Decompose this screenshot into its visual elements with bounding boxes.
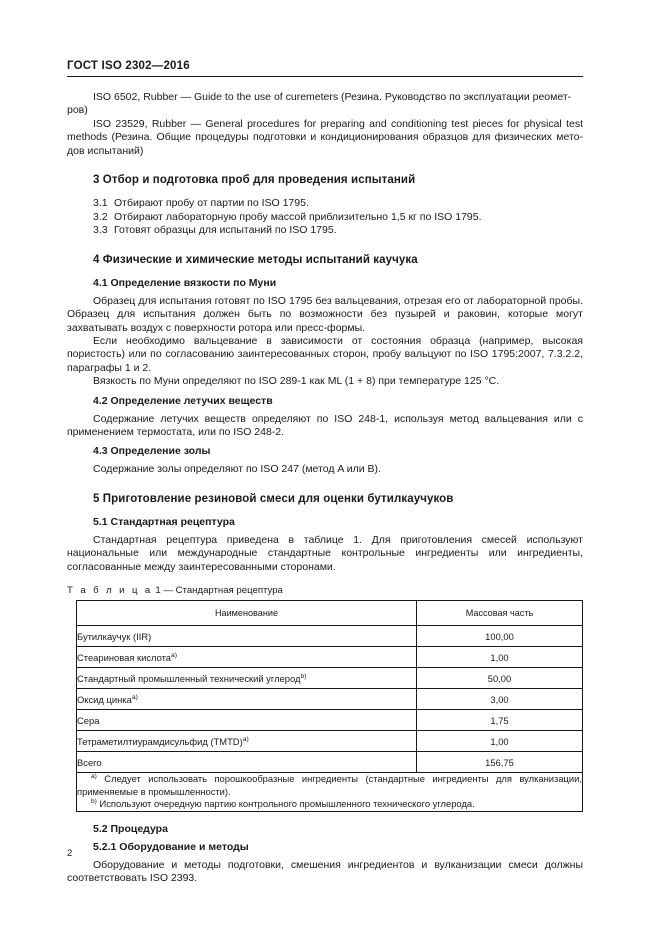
heading-clause-3: 3 Отбор и подготовка проб для проведения испытаний bbox=[93, 174, 416, 187]
footnote-b-text: Используют очередную партию контрольного промышленного технического углерода. bbox=[99, 798, 475, 810]
spacer bbox=[67, 812, 583, 823]
normative-ref-1: ISO 6502, Rubber — Guide to the use of curemeters (Резина. Руководство по эксплуатации реомет- bbox=[93, 91, 572, 103]
table-header-row bbox=[77, 601, 583, 626]
item-text: Отбирают лабораторную пробу массой приблизительно 1,5 кг по ISO 1795. bbox=[114, 210, 482, 223]
footnote-marker: a) bbox=[131, 693, 138, 701]
column-header-name: Наименование bbox=[77, 601, 417, 626]
running-head-rule bbox=[67, 76, 583, 77]
table-standard-formulation bbox=[76, 600, 583, 812]
clause-4-1-para-1: Образец для испытания готовят по ISO 1795 без вальцевания, отрезая его от лабораторной пробы. Образец для испытания должен быть по возможности без пузырей и раковин, которые могут захватывать воздух с поверхности ротора или пресс-формы. bbox=[67, 294, 583, 334]
spacer bbox=[67, 574, 583, 585]
cell-mass-part: 100,00 bbox=[417, 626, 583, 647]
cell-ingredient-name bbox=[77, 626, 417, 647]
ingredient-label: Тетраметилтиурамдисульфид (TMTD) bbox=[77, 735, 243, 747]
spacer bbox=[67, 266, 583, 277]
footnote-marker-a: a) bbox=[91, 772, 97, 780]
table-footnotes-row bbox=[77, 773, 583, 812]
cell-mass-part: 1,75 bbox=[417, 710, 583, 731]
column-header-mass-part: Массовая часть bbox=[417, 601, 583, 626]
spacer bbox=[67, 505, 583, 516]
table-row bbox=[77, 626, 583, 647]
cell-ingredient-name bbox=[77, 689, 417, 710]
ingredient-label: Сера bbox=[77, 714, 100, 726]
list-item bbox=[67, 197, 583, 211]
running-head: ГОСТ ISO 2302—2016 bbox=[67, 60, 190, 72]
footnote-marker: b) bbox=[300, 672, 307, 680]
heading-clause-4-2: 4.2 Определение летучих веществ bbox=[93, 394, 273, 407]
heading-clause-4-1: 4.1 Определение вязкости по Муни bbox=[93, 276, 277, 289]
table-row bbox=[77, 668, 583, 689]
heading-clause-5: 5 Приготовление резиновой смеси для оценки бутилкаучуков bbox=[93, 492, 454, 505]
ingredient-label: Бутилкаучук (IIR) bbox=[77, 630, 152, 642]
item-number: 3.3 bbox=[93, 224, 108, 237]
cell-ingredient-name bbox=[77, 731, 417, 752]
clause-5-1-para-1: Стандартная рецептура приведена в таблице 1. Для приготовления смесей используют национальные или международные стандартные контрольные ингредиенты или ингредиенты, согласованные между заинтересованными сторонами. bbox=[67, 533, 583, 573]
footnote-marker: a) bbox=[171, 651, 178, 659]
cell-ingredient-name bbox=[77, 752, 417, 773]
cell-mass-part: 1,00 bbox=[417, 647, 583, 668]
ingredient-label: Стандартный промышленный технический углерод bbox=[77, 672, 301, 684]
item-text: Отбирают пробу от партии по ISO 1795. bbox=[114, 197, 309, 210]
cell-ingredient-name bbox=[77, 710, 417, 731]
cell-mass-part: 50,00 bbox=[417, 668, 583, 689]
table-row bbox=[77, 731, 583, 752]
heading-clause-4: 4 Физические и химические методы испытаний каучука bbox=[93, 253, 418, 266]
footnote-a bbox=[77, 773, 582, 798]
clause-4-1-para-3: Вязкость по Муни определяют по ISO 289-1 как ML (1 + 8) при температуре 125 °C. bbox=[93, 375, 500, 388]
spacer bbox=[67, 158, 583, 174]
ingredient-label: Всего bbox=[77, 756, 102, 768]
table-footnotes bbox=[77, 773, 583, 812]
table-caption-dash: — bbox=[163, 585, 173, 597]
heading-clause-5-1: 5.1 Стандартная рецептура bbox=[93, 515, 235, 528]
table-caption-number: 1 bbox=[155, 585, 161, 597]
cell-mass-part: 3,00 bbox=[417, 689, 583, 710]
spacer bbox=[67, 238, 583, 254]
table-row bbox=[77, 689, 583, 710]
cell-ingredient-name bbox=[77, 647, 417, 668]
list-item bbox=[67, 211, 583, 225]
footnote-marker: a) bbox=[242, 735, 249, 743]
normative-ref-2: ISO 23529, Rubber — General procedures for preparing and conditioning test pieces for physical test methods (Резина. Общие процедуры подготовки и кондиционирования образцов для физических мето-дов испытаний) bbox=[67, 117, 583, 157]
normative-ref-1-cont: ров) bbox=[67, 104, 88, 117]
table-caption-label: Т а б л и ц а bbox=[67, 585, 153, 597]
clause-4-1-para-2: Если необходимо вальцевание в зависимости от состояния образца (например, высокая пористость) или по согласованию заинтересованных сторон, пробу вальцуют по ISO 1795:2007, 7.3.2.2, параграфы 1 и 2. bbox=[67, 335, 583, 374]
ingredient-label: Стеариновая кислота bbox=[77, 651, 172, 663]
item-number: 3.1 bbox=[93, 197, 108, 210]
footnote-marker-b: b) bbox=[91, 798, 97, 806]
cell-mass-part: 156,75 bbox=[417, 752, 583, 773]
footnote-b bbox=[77, 798, 582, 811]
spacer bbox=[67, 186, 583, 197]
cell-ingredient-name bbox=[77, 668, 417, 689]
table-caption-title: Стандартная рецептура bbox=[175, 585, 283, 597]
page-number: 2 bbox=[67, 848, 73, 859]
clause-4-3-para-1: Содержание золы определяют по ISO 247 (метод A или B). bbox=[93, 463, 381, 476]
list-item bbox=[67, 224, 583, 238]
cell-mass-part: 1,00 bbox=[417, 731, 583, 752]
table-row bbox=[77, 752, 583, 773]
item-number: 3.2 bbox=[93, 210, 108, 223]
table-row bbox=[77, 647, 583, 668]
clause-3-items bbox=[67, 197, 583, 238]
table-1-caption bbox=[67, 585, 583, 596]
spacer bbox=[67, 477, 583, 493]
item-text: Готовят образцы для испытаний по ISO 1795. bbox=[114, 224, 337, 237]
heading-clause-5-2-1: 5.2.1 Оборудование и методы bbox=[93, 840, 249, 853]
table-row bbox=[77, 710, 583, 731]
footnote-a-text: Следует использовать порошкообразные ингредиенты (стандартные ингредиенты для вулканизации, применяемые в промышленности). bbox=[77, 773, 582, 797]
ingredient-label: Оксид цинка bbox=[77, 693, 132, 705]
heading-clause-4-3: 4.3 Определение золы bbox=[93, 445, 211, 458]
clause-4-2-para-1: Содержание летучих веществ определяют по ISO 248-1, используя метод вальцевания или с применением термостата, или по ISO 248-2. bbox=[67, 412, 583, 439]
page-content bbox=[67, 60, 583, 886]
heading-clause-5-2: 5.2 Процедура bbox=[93, 822, 168, 835]
clause-5-2-1-para-1: Оборудование и методы подготовки, смешения ингредиентов и вулканизации смеси должны соответствовать ISO 2393. bbox=[67, 858, 583, 885]
